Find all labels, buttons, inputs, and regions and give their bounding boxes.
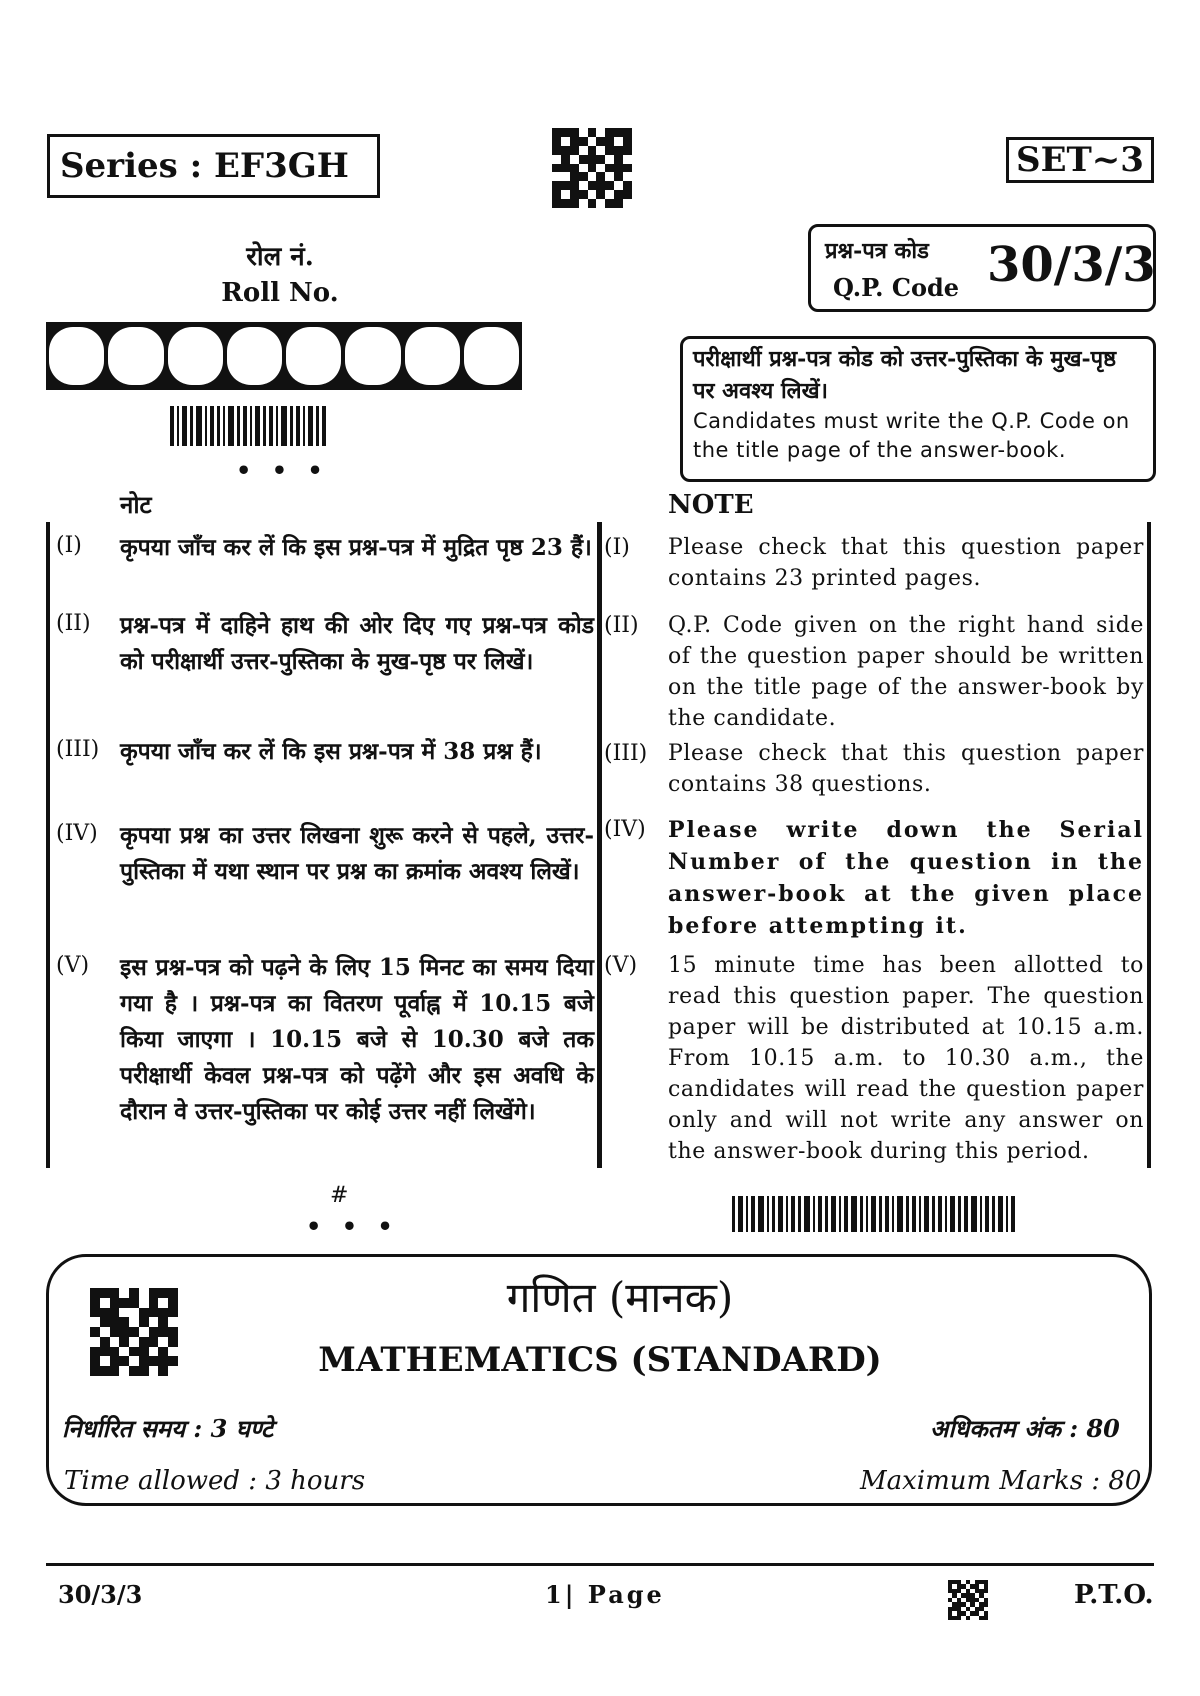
note-number: (V) (604, 953, 638, 978)
candidate-instruction-english: Candidates must write the Q.P. Code on the title page of the answer-book. (693, 409, 1130, 462)
max-marks-hindi: अधिकतम अंक : 80 (930, 1414, 1120, 1443)
qp-code-value: 30/3/3 (987, 237, 1156, 293)
footer-rule (46, 1563, 1154, 1566)
note-number: (I) (604, 535, 630, 560)
hash-mark: # (330, 1183, 349, 1208)
barcode-middle-icon (732, 1196, 1018, 1232)
roll-digit-cell[interactable] (345, 327, 400, 385)
roll-digit-cell[interactable] (108, 327, 163, 385)
dots-top: • • • (236, 456, 329, 485)
qr-code-top-icon (552, 128, 632, 208)
qr-code-footer-icon (948, 1580, 988, 1620)
footer-qp-code: 30/3/3 (58, 1580, 143, 1609)
note-heading-english: NOTE (668, 490, 754, 520)
note-text: प्रश्न-पत्र में दाहिने हाथ की ओर दिए गए प्रश्न-पत्र कोड को परीक्षार्थी उत्तर-पुस्तिका के मुख-पृष्ठ पर लिखें। (120, 612, 594, 675)
note-number: (V) (56, 953, 90, 978)
time-allowed-english: Time allowed : 3 hours (64, 1466, 366, 1496)
note-text: Please check that this question paper contains 23 printed pages. (668, 535, 1144, 591)
roll-number-label-english: Roll No. (221, 278, 339, 308)
set-box (1006, 137, 1154, 183)
left-rule (46, 522, 50, 1168)
barcode-top-icon (170, 406, 329, 446)
dots-middle: • • • (306, 1212, 399, 1241)
qp-code-box (808, 224, 1156, 312)
qp-code-label-hindi: प्रश्न-पत्र कोड (825, 238, 929, 264)
footer-page-number: 1| Page (545, 1580, 665, 1609)
note-number: (III) (604, 741, 648, 766)
note-text: कृपया जाँच कर लें कि इस प्रश्न-पत्र में 38 प्रश्न हैं। (120, 738, 542, 765)
note-text: इस प्रश्न-पत्र को पढ़ने के लिए 15 मिनट का समय दिया गया है । प्रश्न-पत्र का वितरण पूर्वाह्न में 10.15 बजे किया जाएगा । 10.15 बजे से 10.30 बजे तक परीक्षार्थी केवल प्रश्न-पत्र को पढ़ेंगे और इस अवधि के दौरान वे उत्तर-पुस्तिका पर कोई उत्तर नहीं लिखेंगे। (120, 954, 594, 1125)
note-text: 15 minute time has been allotted to read this question paper. The question paper will be distributed at 10.15 a.m. From 10.15 a.m. to 10.30 a.m., the candidates will read the question paper only and will not write any answer on the answer-book during this period. (668, 953, 1144, 1164)
max-marks-english: Maximum Marks : 80 (860, 1466, 1142, 1496)
note-text: Q.P. Code given on the right hand side of the question paper should be written on the title page of the answer-book by the candidate. (668, 613, 1144, 731)
series-box (47, 134, 380, 198)
subject-title-hindi: गणित (मानक) (506, 1273, 734, 1322)
roll-digit-cell[interactable] (168, 327, 223, 385)
roll-digit-cell[interactable] (405, 327, 460, 385)
middle-rule (597, 522, 602, 1168)
note-text: Please check that this question paper contains 38 questions. (668, 741, 1144, 797)
footer-pto: P.T.O. (1074, 1580, 1154, 1610)
series-label: Series : EF3GH (60, 146, 349, 186)
note-number: (II) (56, 611, 91, 636)
note-text: Please write down the Serial Number of the question in the answer-book at the given place before attempting it. (668, 817, 1144, 939)
roll-digit-cell[interactable] (286, 327, 341, 385)
roll-number-label-hindi: रोल नं. (246, 242, 314, 272)
note-number: (IV) (604, 817, 646, 842)
set-label: SET~3 (1016, 140, 1144, 180)
candidate-instruction-box (680, 336, 1156, 482)
roll-number-boxes[interactable] (46, 322, 522, 390)
note-text: कृपया प्रश्न का उत्तर लिखना शुरू करने से पहले, उत्तर-पुस्तिका में यथा स्थान पर प्रश्न का क्रमांक अवश्य लिखें। (120, 822, 594, 885)
note-number: (III) (56, 737, 100, 762)
right-rule (1147, 522, 1151, 1168)
roll-digit-cell[interactable] (464, 327, 519, 385)
note-text: कृपया जाँच कर लें कि इस प्रश्न-पत्र में मुद्रित पृष्ठ 23 हैं। (120, 534, 592, 561)
note-number: (II) (604, 613, 639, 638)
candidate-instruction-hindi: परीक्षार्थी प्रश्न-पत्र कोड को उत्तर-पुस्तिका के मुख-पृष्ठ पर अवश्य लिखें। (693, 346, 1117, 404)
roll-digit-cell[interactable] (49, 327, 104, 385)
time-allowed-hindi: निर्धारित समय : 3 घण्टे (62, 1414, 274, 1443)
note-number: (I) (56, 533, 82, 558)
subject-title-english: MATHEMATICS (STANDARD) (318, 1340, 882, 1380)
qp-code-label-english: Q.P. Code (833, 273, 960, 302)
note-heading-hindi: नोट (120, 490, 152, 519)
roll-digit-cell[interactable] (227, 327, 282, 385)
note-number: (IV) (56, 821, 98, 846)
